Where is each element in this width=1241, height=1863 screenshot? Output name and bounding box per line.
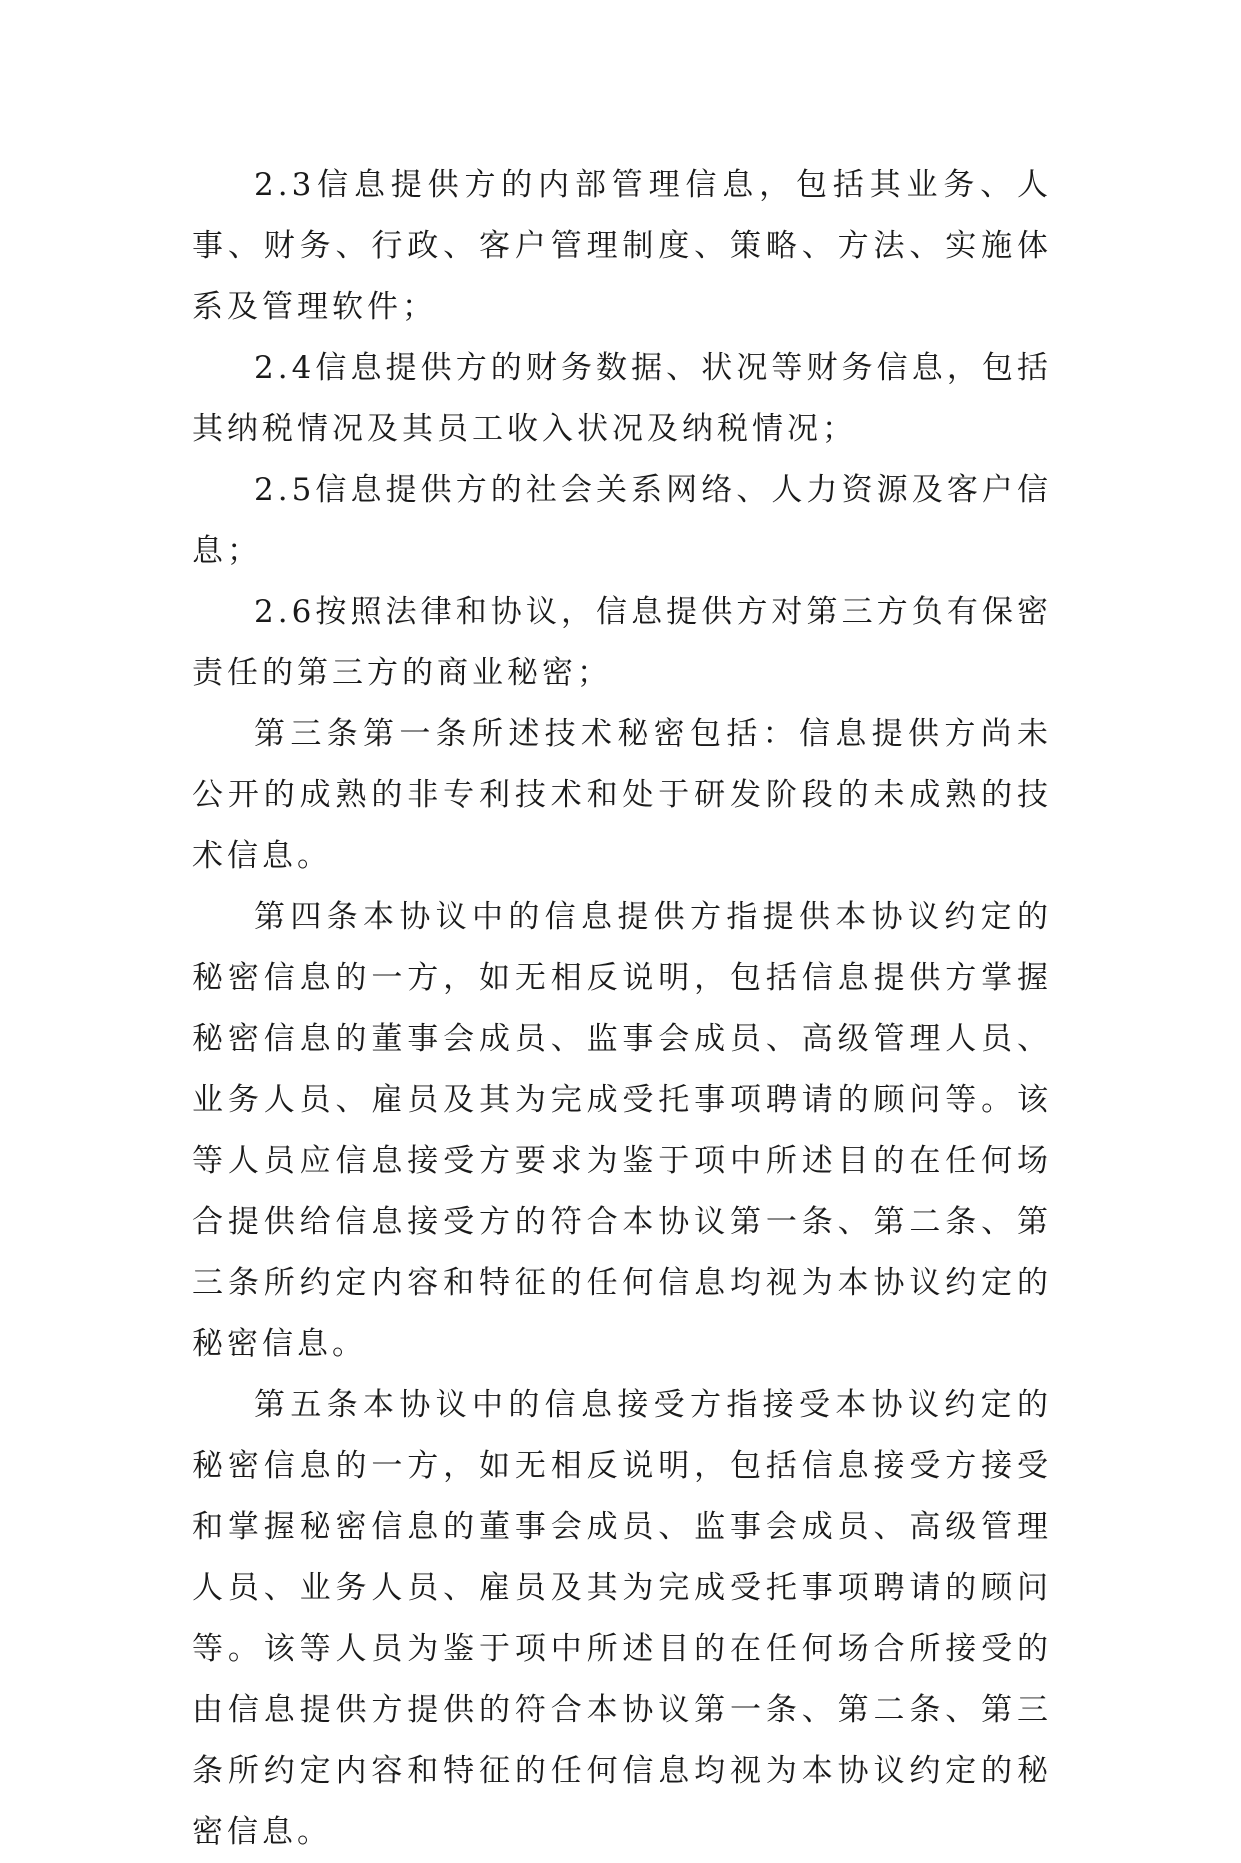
- paragraph-2-4: 2.4信息提供方的财务数据、状况等财务信息，包括其纳税情况及其员工收入状况及纳税情况；: [192, 350, 1052, 447]
- paragraph-2-5: 2.5信息提供方的社会关系网络、人力资源及客户信息；: [192, 472, 1052, 569]
- paragraph-2-3: 2.3信息提供方的内部管理信息，包括其业务、人事、财务、行政、客户管理制度、策略、方法、实施体系及管理软件；: [192, 167, 1052, 325]
- paragraph-article-5: 第五条本协议中的信息接受方指接受本协议约定的秘密信息的一方，如无相反说明，包括信息接受方接受和掌握秘密信息的董事会成员、监事会成员、高级管理人员、业务人员、雇员及其为完成受托事项聘请的顾问等。该等人员为鉴于项中所述目的在任何场合所接受的由信息提供方提供的符合本协议第一条、第二条、第三条所约定内容和特征的任何信息均视为本协议约定的秘密信息。: [192, 1387, 1052, 1850]
- document-body: [192, 155, 1052, 1863]
- paragraph-article-3: 第三条第一条所述技术秘密包括：信息提供方尚未公开的成熟的非专利技术和处于研发阶段的未成熟的技术信息。: [192, 716, 1052, 874]
- paragraph-2-6: 2.6按照法律和协议，信息提供方对第三方负有保密责任的第三方的商业秘密；: [192, 594, 1052, 691]
- paragraph-article-4: 第四条本协议中的信息提供方指提供本协议约定的秘密信息的一方，如无相反说明，包括信息提供方掌握秘密信息的董事会成员、监事会成员、高级管理人员、业务人员、雇员及其为完成受托事项聘请的顾问等。该等人员应信息接受方要求为鉴于项中所述目的在任何场合提供给信息接受方的符合本协议第一条、第二条、第三条所约定内容和特征的任何信息均视为本协议约定的秘密信息。: [192, 899, 1052, 1362]
